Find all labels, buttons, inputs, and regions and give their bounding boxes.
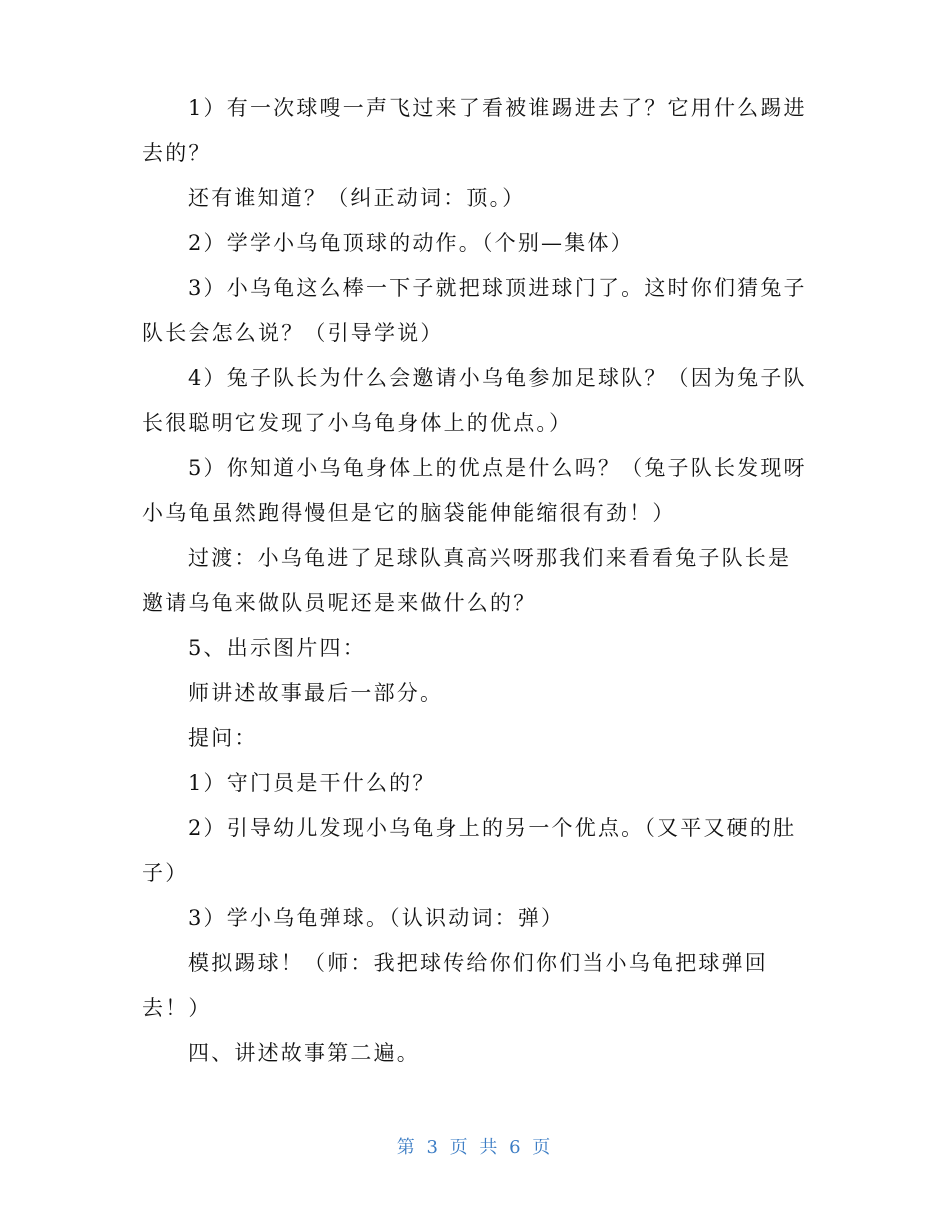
paragraph-3: 2）学学小乌龟顶球的动作。（个别—集体） [188,231,634,255]
paragraph-6: 5）你知道小乌龟身体上的优点是什么吗？（兔子队长发现呀小乌龟虽然跑得慢但是它的脑袋能伸能缩很有劲！） [142,456,807,525]
paragraph-10: 提问： [188,726,258,750]
paragraph-15: 四、讲述故事第二遍。 [188,1041,420,1065]
paragraph-1: 1）有一次球嗖一声飞过来了看被谁踢进去了？它用什么踢进去的？ [142,96,807,165]
paragraph-13: 3）学小乌龟弹球。（认识动词：弹） [188,906,565,930]
paragraph-11: 1）守门员是干什么的？ [188,771,436,795]
paragraph-5: 4）兔子队长为什么会邀请小乌龟参加足球队？（因为兔子队长很聪明它发现了小乌龟身体上的优点。） [142,366,807,435]
page-number-footer: 第 3 页 共 6 页 [396,1137,554,1158]
paragraph-8: 5、出示图片四： [188,636,366,660]
paragraph-7: 过渡：小乌龟进了足球队真高兴呀那我们来看看兔子队长是邀请乌龟来做队员呢还是来做什么的？ [142,546,792,615]
paragraph-2: 还有谁知道？（纠正动词：顶。） [188,186,526,210]
paragraph-4: 3）小乌龟这么棒一下子就把球顶进球门了。这时你们猜兔子队长会怎么说？（引导学说） [142,276,807,345]
paragraph-12: 2）引导幼儿发现小乌龟身上的另一个优点。（又平又硬的肚子） [142,816,797,885]
paragraph-14: 模拟踢球！（师：我把球传给你们你们当小乌龟把球弹回去！） [142,951,768,1020]
document-body [142,86,810,1076]
paragraph-9: 师讲述故事最后一部分。 [188,681,444,705]
